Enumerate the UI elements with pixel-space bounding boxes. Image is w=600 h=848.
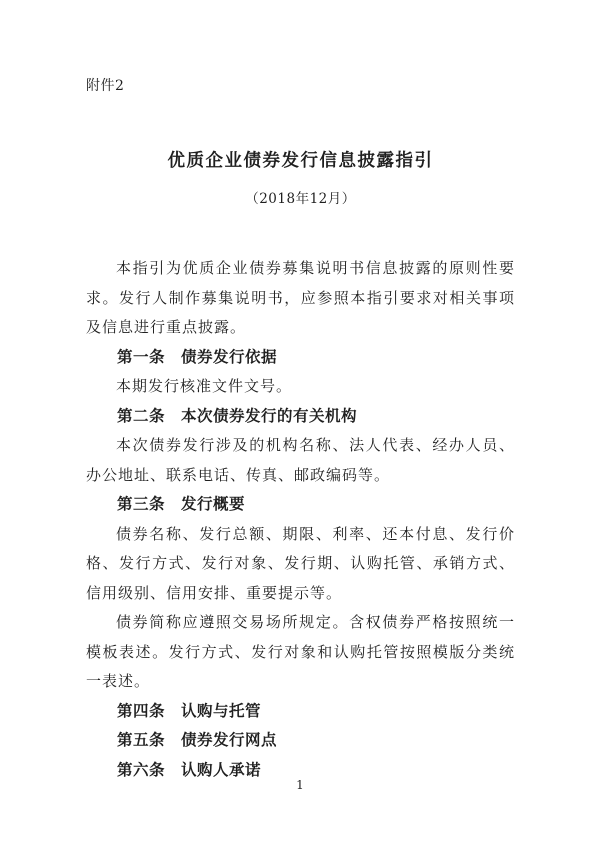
paragraph: 本指引为优质企业债券募集说明书信息披露的原则性要求。发行人制作募集说明书，应参照本指引要求对相关事项及信息进行重点披露。 — [86, 259, 515, 336]
paragraph: 债券简称应遵照交易场所规定。含权债券严格按照统一模板表述。发行方式、发行对象和认购托管按照模版分类统一表述。 — [86, 613, 515, 690]
section-heading: 第二条 本次债券发行的有关机构 — [117, 406, 358, 425]
paragraph: 债券名称、发行总额、期限、利率、还本付息、发行价格、发行方式、发行对象、发行期、认购托管、承销方式、信用级别、信用安排、重要提示等。 — [86, 524, 515, 602]
paragraph: 本期发行核准文件文号。 — [116, 377, 293, 395]
document-body — [86, 254, 515, 785]
attachment-label: 附件2 — [86, 78, 125, 94]
section-heading: 第五条 债券发行网点 — [117, 731, 278, 749]
section-heading: 第一条 债券发行依据 — [117, 347, 278, 366]
section-heading: 第四条 认购与托管 — [117, 701, 262, 720]
section-heading: 第三条 发行概要 — [117, 495, 246, 513]
section-heading: 第六条 认购人承诺 — [117, 760, 262, 779]
page-number: 1 — [296, 778, 304, 792]
document-title: 优质企业债券发行信息披露指引 — [167, 151, 434, 171]
date-line: （2018年12月） — [245, 191, 356, 207]
paragraph: 本次债券发行涉及的机构名称、法人代表、经办人员、办公地址、联系电话、传真、邮政编码等。 — [86, 436, 515, 484]
